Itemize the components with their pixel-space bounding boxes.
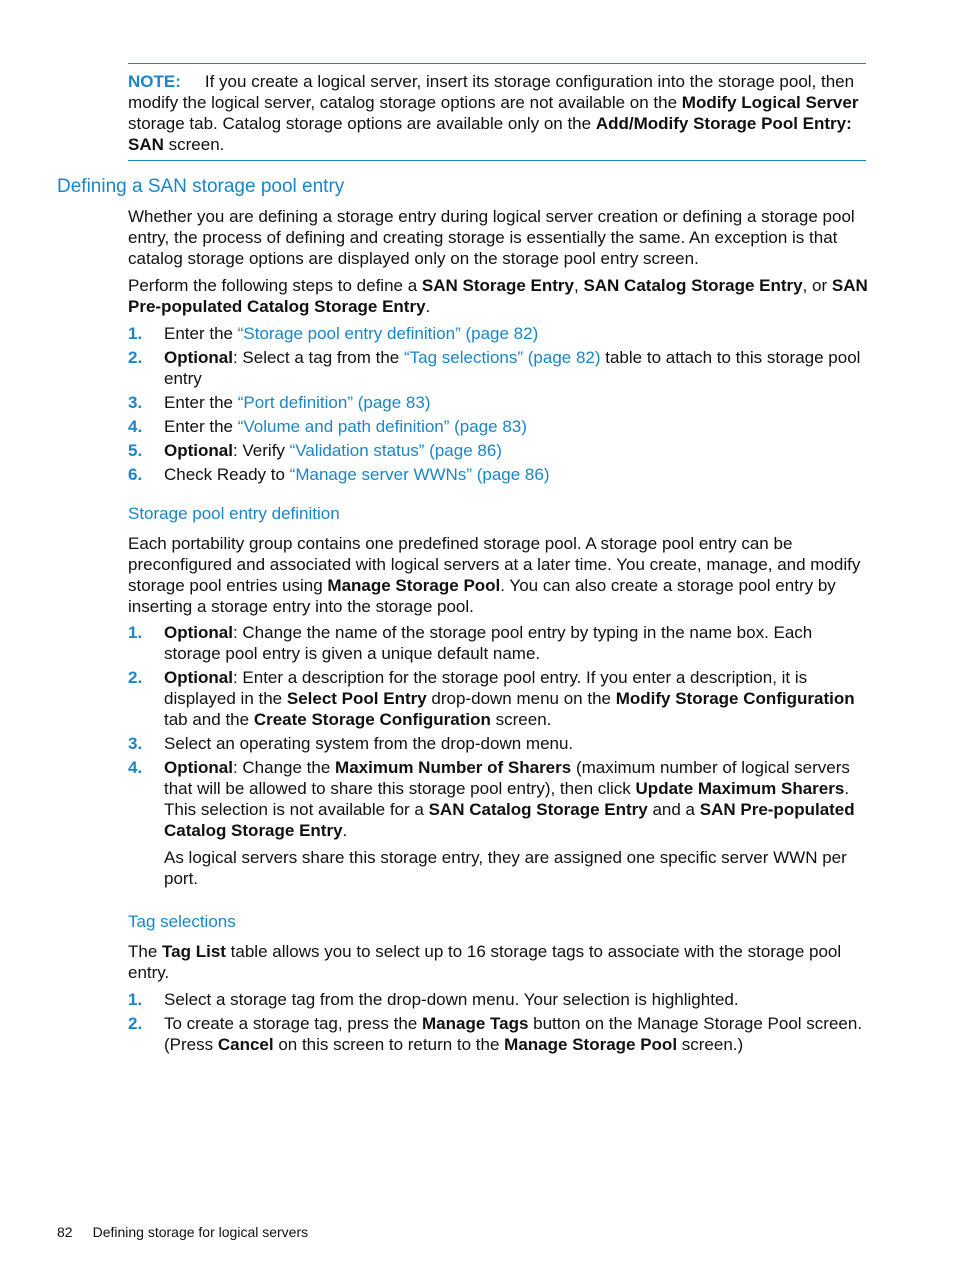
note-text: NOTE: If you create a logical server, insert its storage configuration into the storage pool, then modify the logical server, catalog storage options are not available on the Modify Logical Server storage tab. Catalog storage options are available only on the Add/Modify Storage Pool Entry: SAN screen. — [128, 72, 859, 154]
subsection-heading-tags: Tag selections — [128, 912, 236, 931]
list-item: 4. Optional: Change the Maximum Number of Sharers (maximum number of logical servers that will be allowed to share this storage pool entry), then click Update Maximum Sharers. This selection is not available for a SAN Catalog Storage Entry and a SAN Pre-populated Catalog Storage Entry. As logical servers share this storage entry, they are assigned one specific server WWN per port. — [128, 757, 870, 889]
list-item: 1. Optional: Change the name of the storage pool entry by typing in the name box. Each storage pool entry is given a unique default name. — [128, 623, 813, 663]
list-item: 3. Enter the “Port definition” (page 83) — [128, 393, 431, 412]
tags-steps — [128, 989, 870, 1058]
page-footer — [57, 1222, 308, 1243]
link-storage-pool-entry-definition[interactable]: “Storage pool entry definition” (page 82) — [237, 324, 539, 343]
section-perform: Perform the following steps to define a SAN Storage Entry, SAN Catalog Storage Entry, or SAN Pre-populated Catalog Storage Entry. — [128, 276, 868, 316]
link-volume-path-definition[interactable]: “Volume and path definition” (page 83) — [237, 417, 527, 436]
list-item: 5. Optional: Verify “Validation status” (page 86) — [128, 441, 502, 460]
subsection-heading-spe: Storage pool entry definition — [128, 504, 340, 523]
add-modify-pool-entry-ref: Add/Modify Storage Pool Entry: SAN — [128, 114, 852, 154]
modify-logical-server-ref: Modify Logical Server — [681, 93, 859, 112]
tags-intro: The Tag List table allows you to select up to 16 storage tags to associate with the storage pool entry. — [128, 942, 842, 982]
spe-step4-note: As logical servers share this storage entry, they are assigned one specific server WWN per port. — [164, 848, 847, 888]
section-intro: Whether you are defining a storage entry during logical server creation or defining a storage pool entry, the process of defining and creating storage is essentially the same. An exception is that catalog storage options are displayed only on the storage pool entry screen. — [128, 207, 855, 268]
spe-steps — [128, 622, 870, 892]
section-steps — [128, 323, 870, 488]
link-validation-status[interactable]: “Validation status” (page 86) — [289, 441, 502, 460]
list-item: 4. Enter the “Volume and path definition” (page 83) — [128, 417, 527, 436]
list-item: 2. To create a storage tag, press the Manage Tags button on the Manage Storage Pool screen. (Press Cancel on this screen to return to the Manage Storage Pool screen.) — [128, 1014, 863, 1054]
list-item: 6. Check Ready to “Manage server WWNs” (page 86) — [128, 465, 550, 484]
list-item: 3. Select an operating system from the drop-down menu. — [128, 734, 574, 753]
page-number: 82 — [57, 1224, 73, 1240]
spe-intro: Each portability group contains one predefined storage pool. A storage pool entry can be preconfigured and associated with logical servers at a later time. You create, manage, and modify storage pool entries using Manage Storage Pool. You can also create a storage pool entry by inserting a storage entry into the storage pool. — [128, 534, 861, 616]
list-item: 1. Enter the “Storage pool entry definition” (page 82) — [128, 324, 539, 343]
list-item: 2. Optional: Enter a description for the storage pool entry. If you enter a description, it is displayed in the Select Pool Entry drop-down menu on the Modify Storage Configuration tab and the Create Storage Configuration screen. — [128, 668, 855, 729]
note-label: NOTE: — [128, 72, 181, 91]
section-heading: Defining a SAN storage pool entry — [57, 176, 345, 197]
list-item: 1. Select a storage tag from the drop-down menu. Your selection is highlighted. — [128, 990, 739, 1009]
link-manage-server-wwns[interactable]: “Manage server WWNs” (page 86) — [289, 465, 550, 484]
footer-title: Defining storage for logical servers — [92, 1224, 309, 1240]
link-tag-selections[interactable]: “Tag selections” (page 82) — [403, 348, 601, 367]
link-port-definition[interactable]: “Port definition” (page 83) — [237, 393, 431, 412]
note-box — [128, 63, 866, 161]
list-item: 2. Optional: Select a tag from the “Tag selections” (page 82) table to attach to this storage pool entry — [128, 348, 861, 388]
